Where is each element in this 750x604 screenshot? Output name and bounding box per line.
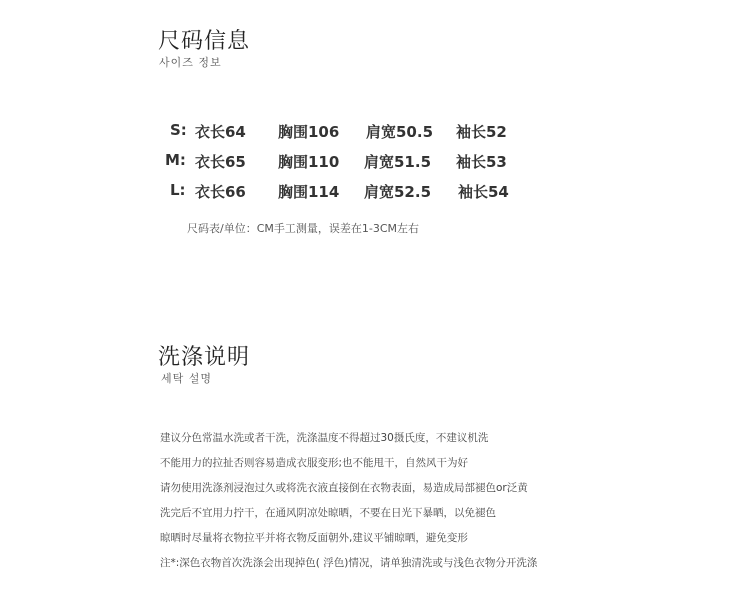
size-label: S: (170, 121, 187, 139)
chest-value: 胸围114 (278, 183, 340, 201)
wash-line: 注*:深色衣物首次洗涤会出现掉色( 浮色)情况，请单独清洗或与浅色衣物分开洗涤 (160, 557, 538, 569)
wash-line: 建议分色常温水洗或者干洗，洗涤温度不得超过30摄氏度，不建议机洗 (160, 432, 489, 444)
sleeve-value: 袖长53 (456, 153, 507, 171)
length-value: 衣长66 (195, 183, 246, 201)
wash-line: 不能用力的拉扯否则容易造成衣服变形;也不能甩干，自然风干为好 (160, 457, 469, 469)
shoulder-value: 肩宽50.5 (366, 123, 434, 141)
length-value: 衣长64 (195, 123, 246, 141)
size-label: L: (170, 181, 186, 199)
size-section-title: 尺码信息 (158, 29, 251, 54)
sleeve-value: 袖长52 (456, 123, 507, 141)
wash-section-title: 洗涤说明 (158, 345, 251, 370)
wash-section-subtitle: 세탁 설명 (161, 372, 213, 385)
size-label: M: (165, 151, 186, 169)
chest-value: 胸围110 (278, 153, 340, 171)
shoulder-value: 肩宽52.5 (364, 183, 432, 201)
shoulder-value: 肩宽51.5 (364, 153, 432, 171)
wash-line: 请勿使用洗涤剂浸泡过久或将洗衣液直接倒在衣物表面，易造成局部褪色or泛黄 (160, 482, 528, 494)
size-section-subtitle: 사이즈 정보 (159, 56, 222, 69)
wash-line: 晾晒时尽量将衣物拉平并将衣物反面朝外,建议平铺晾晒，避免变形 (160, 532, 468, 544)
measurement-note: 尺码表/单位：CM手工测量，误差在1-3CM左右 (187, 222, 420, 235)
length-value: 衣长65 (195, 153, 246, 171)
chest-value: 胸围106 (278, 123, 340, 141)
wash-line: 洗完后不宜用力拧干，在通风阴凉处晾晒，不要在日光下暴晒，以免褪色 (160, 507, 496, 519)
sleeve-value: 袖长54 (458, 183, 509, 201)
